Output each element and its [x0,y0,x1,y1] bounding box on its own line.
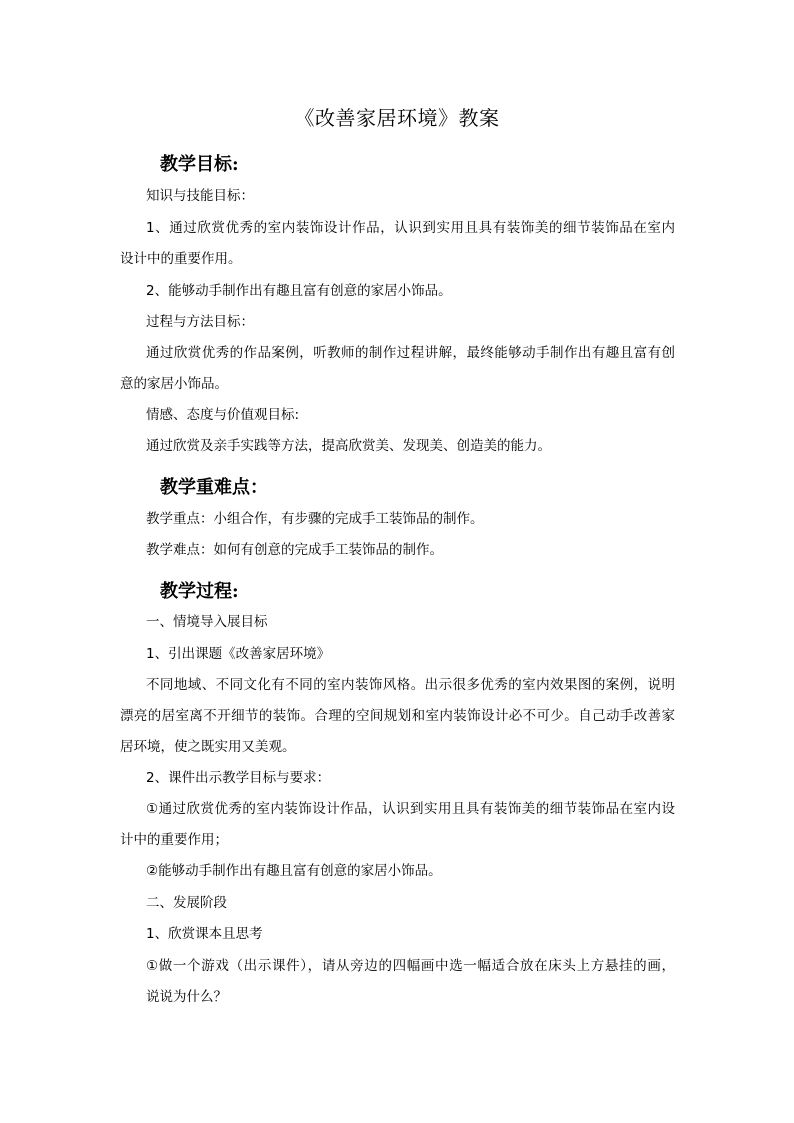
goal-requirement-1-line-2: 计中的重要作用； [120,832,228,848]
emotion-heading: 情感、态度与价值观目标: [146,407,300,423]
heading-teaching-goals: 教学目标: [160,154,239,175]
game-text-line-2: 说说为什么？ [146,989,227,1005]
intro-paragraph-line-3: 居环境，使之既实用又美观。 [120,739,296,755]
process-item-3: 1、欣赏课本且思考 [146,926,263,942]
process-goal-line-1: 通过欣赏优秀的作品案例，听教师的制作过程讲解，最终能够动手制作出有趣且富有创 [146,345,675,361]
goal-requirement-2: ②能够动手制作出有趣且富有创意的家居小饰品。 [146,863,442,879]
goal-requirement-1-line-1: ①通过欣赏优秀的室内装饰设计作品，认识到实用且具有装饰美的细节装饰品在室内设 [146,801,675,817]
knowledge-goal-1-line-1: 1、通过欣赏优秀的室内装饰设计作品，认识到实用且具有装饰美的细节装饰品在室内 [146,220,675,236]
teaching-focus: 教学重点：小组合作，有步骤的完成手工装饰品的制作。 [146,511,484,527]
knowledge-skills-heading: 知识与技能目标： [146,188,254,204]
process-part-1: 一、情境导入展目标 [146,614,268,630]
process-method-heading: 过程与方法目标： [146,314,254,330]
teaching-difficulty: 教学难点：如何有创意的完成手工装饰品的制作。 [146,542,443,558]
intro-paragraph-line-1: 不同地域、不同文化有不同的室内装饰风格。出示很多优秀的室内效果图的案例，说明 [146,677,675,693]
emotion-goal: 通过欣赏及亲手实践等方法，提高欣赏美、发现美、创造美的能力。 [146,438,551,454]
heading-teaching-process: 教学过程: [160,581,239,602]
knowledge-goal-1-line-2: 设计中的重要作用。 [120,251,242,267]
intro-paragraph-line-2: 漂亮的居室离不开细节的装饰。合理的空间规划和室内装饰设计必不可少。自己动手改善家 [120,708,675,724]
process-item-1: 1、引出课题《改善家居环境》 [146,646,331,662]
process-part-2: 二、发展阶段 [146,895,227,911]
process-item-2: 2、课件出示教学目标与要求： [146,770,331,786]
knowledge-goal-2: 2、能够动手制作出有趣且富有创意的家居小饰品。 [146,283,452,299]
game-text-line-1: ①做一个游戏（出示课件），请从旁边的四幅画中选一幅适合放在床头上方悬挂的画， [146,958,675,974]
document-title: 《改善家居环境》教案 [294,106,500,130]
process-goal-line-2: 意的家居小饰品。 [120,376,228,392]
heading-key-points: 教学重难点： [160,477,268,498]
